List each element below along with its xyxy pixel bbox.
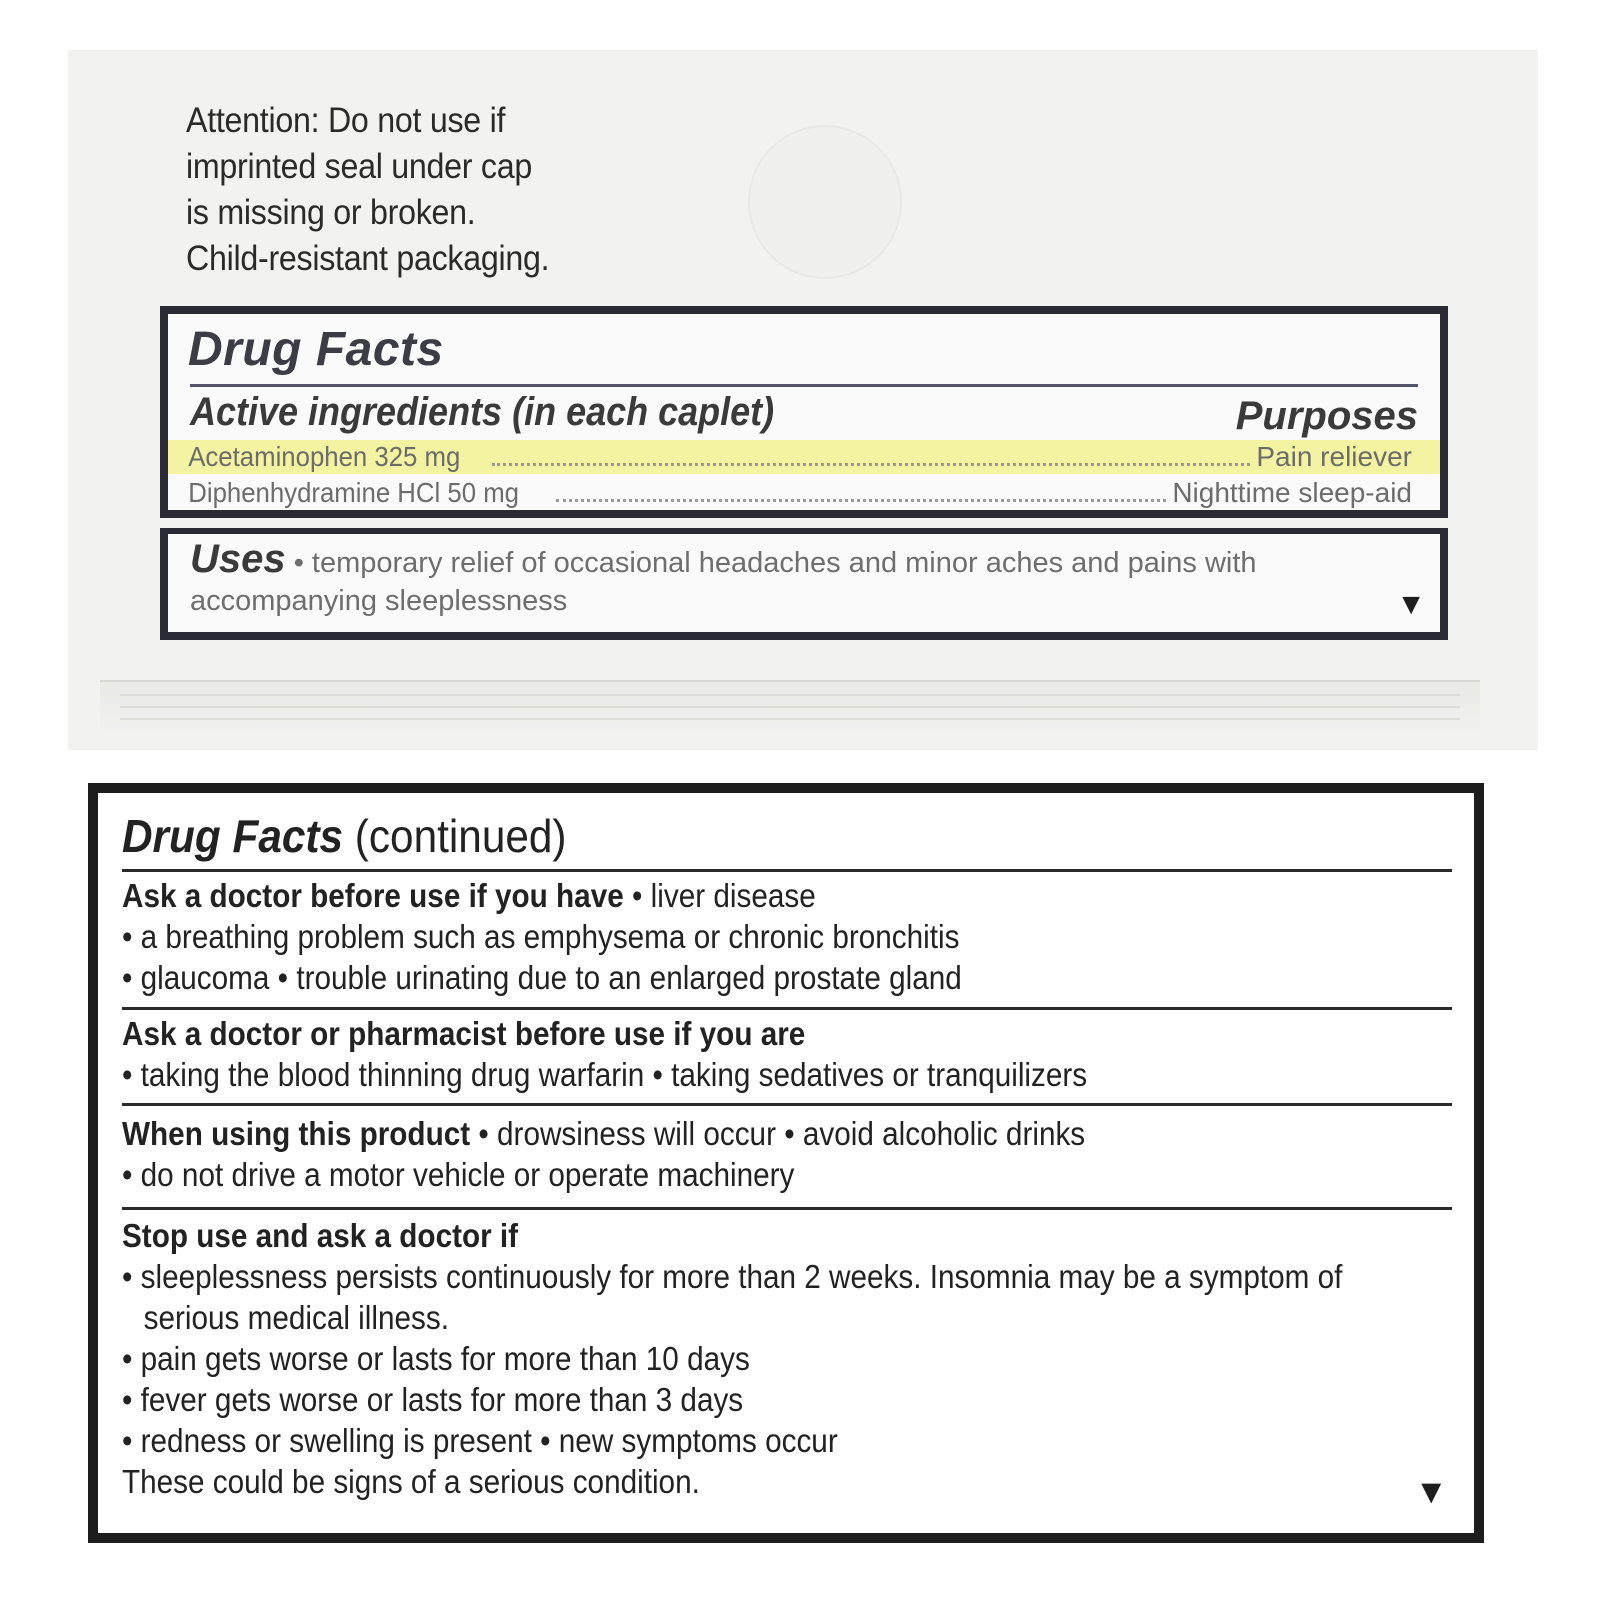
ingredient-row	[168, 440, 1440, 474]
continue-arrow-icon: ▼	[1414, 1473, 1448, 1511]
continue-arrow-icon: ▼	[1396, 588, 1426, 621]
section-ask-pharmacist	[122, 1013, 1292, 1095]
dot-leader	[492, 449, 1251, 466]
section-line: • a breathing problem such as emphysema or chronic bronchitis	[122, 918, 960, 955]
drug-facts-continued-title	[122, 809, 567, 863]
section-heading: Ask a doctor or pharmacist before use if you are	[122, 1015, 806, 1052]
section-heading: Stop use and ask a doctor if	[122, 1217, 519, 1254]
ingredient-purpose: Nighttime sleep-aid	[1172, 477, 1412, 508]
drug-facts-panel	[160, 306, 1448, 518]
dot-leader	[556, 485, 1167, 502]
fold-flap	[100, 680, 1480, 730]
section-when-using	[122, 1113, 1292, 1195]
active-ingredients-heading: Active ingredients (in each caplet)	[190, 390, 775, 434]
section-divider	[122, 1207, 1452, 1210]
attention-line: Attention: Do not use if	[186, 101, 506, 140]
section-line: • glaucoma • trouble urinating due to an enlarged prostate gland	[122, 959, 962, 996]
title-bold: Drug Facts	[122, 810, 344, 862]
uses-text	[190, 537, 1270, 620]
uses-body: • temporary relief of occasional headaches and minor aches and pains with accompanying sleeplessness	[190, 547, 1257, 617]
section-divider	[122, 1007, 1452, 1010]
section-item: • liver disease	[623, 877, 816, 914]
section-line: • pain gets worse or lasts for more than 10 days	[122, 1340, 750, 1377]
section-line: • taking the blood thinning drug warfarin • taking sedatives or tranquilizers	[122, 1056, 1088, 1093]
section-ask-doctor	[122, 875, 1292, 998]
section-line: • sleeplessness persists continuously for more than 2 weeks. Insomnia may be a symptom of	[122, 1258, 1343, 1295]
ingredient-row	[168, 476, 1440, 510]
seal-circle-ghost	[748, 125, 902, 279]
section-heading: Ask a doctor before use if you have	[122, 877, 624, 914]
section-heading: When using this product	[122, 1115, 471, 1152]
section-stop-use	[122, 1215, 1343, 1502]
section-divider	[122, 1103, 1452, 1106]
drug-facts-title: Drug Facts	[188, 323, 444, 376]
upper-carton-panel	[68, 50, 1538, 750]
section-divider	[122, 869, 1452, 872]
section-line: • do not drive a motor vehicle or operate machinery	[122, 1156, 795, 1193]
attention-line: Child-resistant packaging.	[186, 239, 550, 278]
uses-heading: Uses	[190, 537, 286, 581]
ingredient-name: Diphenhydramine HCl 50 mg	[188, 477, 519, 508]
ingredient-purpose: Pain reliever	[1256, 441, 1412, 472]
section-line: These could be signs of a serious condition.	[122, 1463, 700, 1500]
drug-facts-continued-panel	[88, 783, 1484, 1543]
section-line: serious medical illness.	[143, 1299, 449, 1336]
ingredient-name: Acetaminophen 325 mg	[188, 441, 461, 472]
attention-line: imprinted seal under cap	[186, 147, 532, 186]
title-rule	[190, 384, 1418, 387]
section-item: • drowsiness will occur • avoid alcoholic drinks	[470, 1115, 1086, 1152]
purposes-heading: Purposes	[1235, 394, 1418, 438]
uses-panel	[160, 528, 1448, 640]
attention-notice	[186, 98, 609, 282]
title-suffix: (continued)	[343, 810, 567, 862]
section-line: • fever gets worse or lasts for more than 3 days	[122, 1381, 744, 1418]
section-line: • redness or swelling is present • new symptoms occur	[122, 1422, 838, 1459]
attention-line: is missing or broken.	[186, 193, 476, 232]
